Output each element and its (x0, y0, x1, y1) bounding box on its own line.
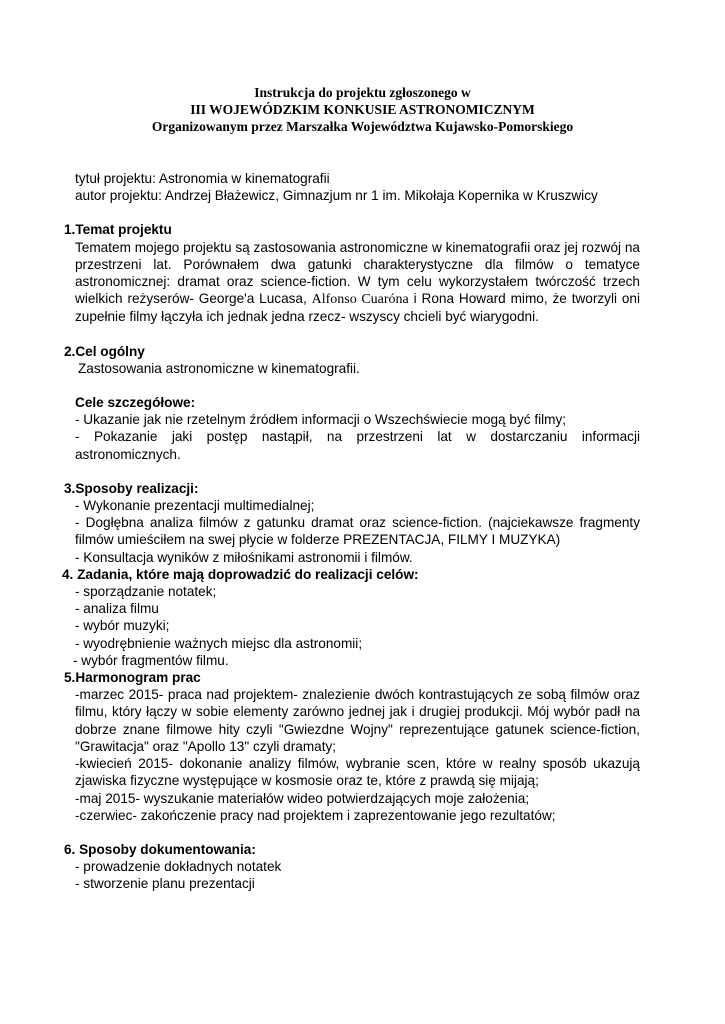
task-item-4: - wyodrębnienie ważnych miejsc dla astronomii; (75, 635, 363, 651)
section-1-heading: 1.Temat projektu (64, 222, 172, 238)
method-item-2: - Dogłębna analiza filmów z gatunku dramat oraz science-fiction. (najciekawsze fragmenty filmów umieściłem na swej płycie w folderze PREZENTACJA, FILMY I MUZYKA) (75, 515, 640, 548)
project-title: tytuł projektu: Astronomia w kinematografii (75, 171, 330, 186)
section-6-heading: 6. Sposoby dokumentowania: (64, 841, 256, 857)
doc-item-1: - prowadzenie dokładnych notatek (75, 859, 282, 875)
document-header (0, 84, 725, 135)
header-line-2: III WOJEWÓDZKIM KONKUSIE ASTRONOMICZNYM (190, 102, 535, 117)
task-item-5: - wybór fragmentów filmu. (73, 652, 229, 668)
section-2-text: Zastosowania astronomiczne w kinematografii. (78, 360, 360, 376)
schedule-item-2: -kwiecień 2015- dokonanie analizy filmów, wybranie scen, które w realny sposób ukazują zjawiska fizyczne występujące w kosmosie oraz te, które z prawdą się mijają; (75, 756, 640, 789)
goal-item-2: - Pokazanie jaki postęp nastąpił, na przestrzeni lat w dostarczaniu informacji astronomicznych. (75, 429, 640, 462)
document-body (64, 170, 640, 893)
section-1-text-b: i Rona Howard mimo, że tworzyli oni zupełnie filmy łączyła ich jednak jedna rzecz- wszyscy chcieli być wiarygodni. (75, 291, 641, 325)
method-item-1: - Wykonanie prezentacji multimedialnej; (75, 498, 315, 514)
header-line-1: Instrukcja do projektu zgłoszonego w (254, 85, 471, 100)
section-5-heading: 5.Harmonogram prac (64, 670, 201, 686)
section-1-director-name: Alfonso Cuaróna (311, 292, 409, 308)
method-item-3: - Konsultacja wyników z miłośnikami astronomii i filmów. (75, 549, 413, 565)
project-author: autor projektu: Andrzej Błażewicz, Gimnazjum nr 1 im. Mikołaja Kopernika w Kruszwicy (75, 188, 598, 204)
schedule-item-4: -czerwiec- zakończenie pracy nad projektem i zaprezentowanie jego rezultatów; (75, 807, 556, 823)
section-1-text (64, 239, 640, 326)
doc-item-2: - stworzenie planu prezentacji (75, 876, 255, 892)
header-line-3: Organizowanym przez Marszałka Województwa Kujawsko-Pomorskiego (151, 119, 574, 134)
section-4-heading: 4. Zadania, które mają doprowadzić do realizacji celów: (62, 566, 419, 582)
section-3-heading: 3.Sposoby realizacji: (64, 480, 199, 496)
task-item-2: - analiza filmu (75, 601, 159, 617)
section-2-heading: 2.Cel ogólny (64, 343, 145, 359)
schedule-item-3: -maj 2015- wyszukanie materiałów wideo potwierdzających moje założenia; (75, 790, 530, 806)
section-2b-heading: Cele szczegółowe: (75, 395, 196, 411)
section-1-text-a: Tematem mojego projektu są zastosowania astronomiczne w kinematografii oraz jej rozwój na przestrzeni lat. Porównałem dwa gatunki charakterystyczne dla filmów o tematyce astronomicznej: dramat oraz science-fiction. W tym celu wykorzystałem twórczość trzech wielkich reżyserów- George'a Lucasa, (75, 239, 640, 307)
schedule-item-1: -marzec 2015- praca nad projektem- znalezienie dwóch kontrastujących ze sobą filmów oraz filmu, który łączy w sobie elementy zarówno jednej jak i drugiej produkcji. Mój wybór padł na dobrze znane filmowe hity czyli "Gwiezdne Wojny" reprezentujące gatunek science-fiction, "Grawitacja" oraz "Apollo 13" czyli dramaty; (75, 687, 640, 754)
goal-item-1: - Ukazanie jak nie rzetelnym źródłem informacji o Wszechświecie mogą być filmy; (75, 412, 567, 428)
task-item-3: - wybór muzyki; (75, 618, 170, 634)
task-item-1: - sporządzanie notatek; (75, 584, 217, 600)
